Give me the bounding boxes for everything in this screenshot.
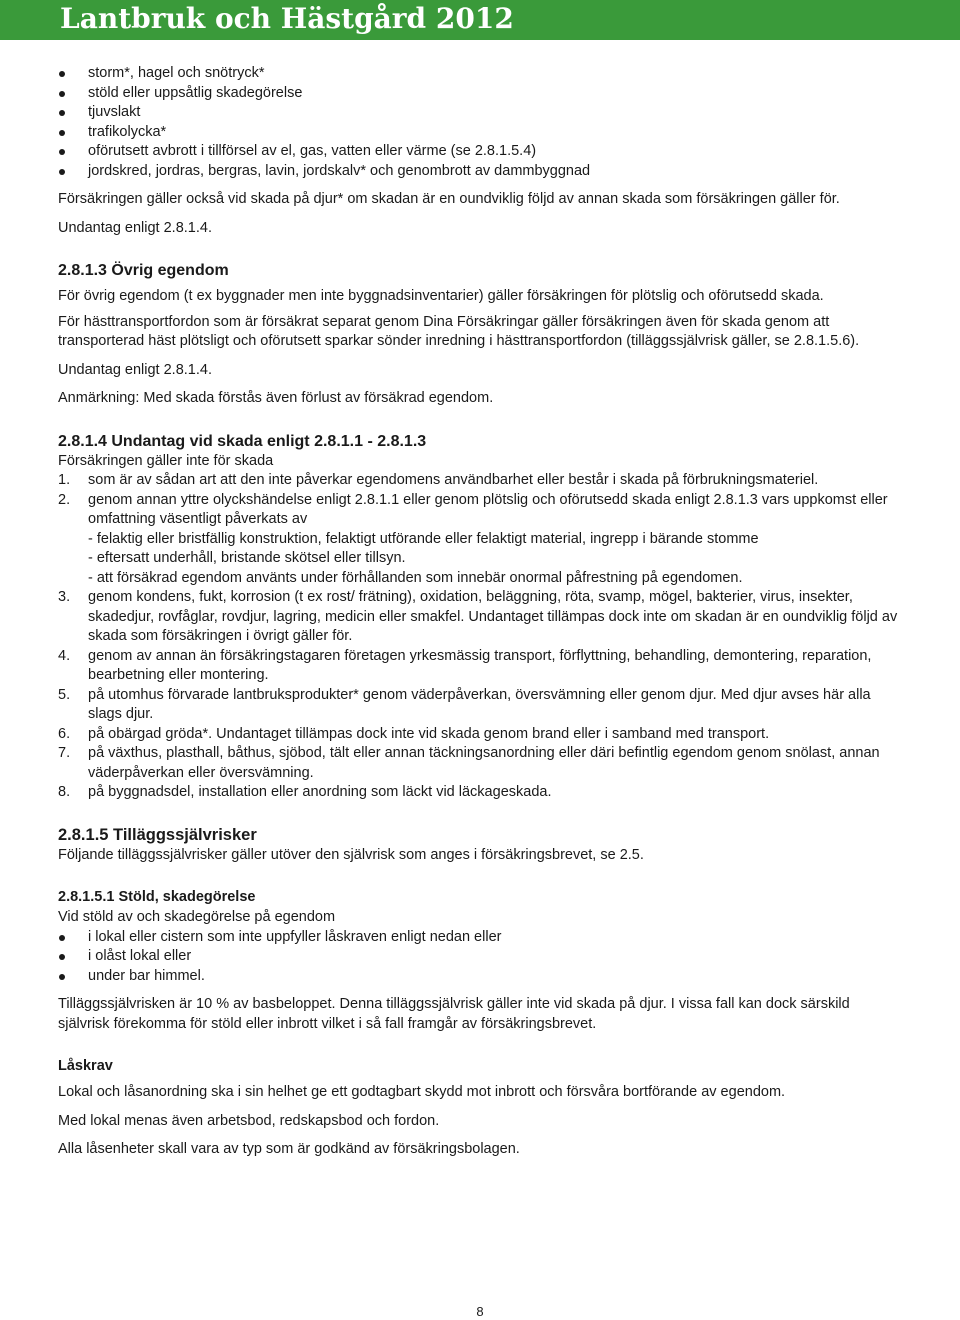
- paragraph: Tilläggssjälvrisken är 10 % av basbeloppet. Denna tilläggssjälvrisk gäller inte vid skada på djur. I vissa fall kan dock särskild självrisk förekomma för stöld eller inbrott vilket i så fall framgår av försäkringsbrevet.: [58, 996, 850, 1032]
- list-item: under bar himmel.: [58, 967, 903, 987]
- header-bar: [0, 0, 960, 40]
- page-number: 8: [476, 1304, 484, 1319]
- list-item: 6. på obärgad gröda*. Undantaget tillämpas dock inte vid skada genom brand eller i samband med transport.: [58, 725, 770, 742]
- list-item: oförutsett avbrott i tillförsel av el, gas, vatten eller värme (se 2.8.1.5.4): [58, 142, 903, 162]
- paragraph: För övrig egendom (t ex byggnader men inte byggnadsinventarier) gäller försäkringen för plötslig och oförutsedd skada.: [58, 288, 824, 304]
- list-item: stöld eller uppsåtlig skadegörelse: [58, 84, 903, 104]
- document-title: Lantbruk och Hästgård 2012: [60, 2, 514, 35]
- theft-bullet-list: [58, 928, 903, 987]
- section-heading-2815: 2.8.1.5 Tilläggssjälvrisker: [58, 825, 257, 844]
- document-body: [58, 64, 903, 1160]
- list-item: 3. genom kondens, fukt, korrosion (t ex rost/ frätning), oxidation, beläggning, röta, svamp, mögel, bakterier, virus, insekter, skadedjur, rovfåglar, rovdjur, lagring, medicin eller smakfel. Undantaget tillämpas dock inte om skadan är en oundviklig följd av skada som försäkringen i övrigt gäller för.: [58, 589, 898, 644]
- paragraph: Med lokal menas även arbetsbod, redskapsbod och fordon.: [58, 1112, 440, 1129]
- paragraph: Följande tilläggssjälvrisker gäller utöver den självrisk som anges i försäkringsbrevet, se 2.5.: [58, 846, 644, 863]
- list-item: storm*, hagel och snötryck*: [58, 64, 903, 84]
- paragraph: Försäkringen gäller också vid skada på djur* om skadan är en oundviklig följd av annan skada som försäkringen gäller för.: [58, 191, 840, 207]
- list-item: i olåst lokal eller: [58, 947, 903, 967]
- intro-bullet-list: [58, 64, 903, 181]
- paragraph: Lokal och låsanordning ska i sin helhet ge ett godtagbart skydd mot inbrott och försvåra bortförande av egendom.: [58, 1084, 786, 1100]
- list-item: 4. genom av annan än försäkringstagaren företagen yrkesmässig transport, förflyttning, behandling, demontering, reparation, bearbetning eller montering.: [58, 647, 872, 683]
- section-heading-laskrav: Låskrav: [58, 1058, 113, 1074]
- section-heading-2813: 2.8.1.3 Övrig egendom: [58, 262, 229, 279]
- list-item: tjuvslakt: [58, 103, 903, 123]
- list-item: jordskred, jordras, bergras, lavin, jordskalv* och genombrott av dammbyggnad: [58, 162, 903, 182]
- paragraph: Alla låsenheter skall vara av typ som är godkänd av försäkringsbolagen.: [58, 1141, 520, 1157]
- list-item: 1. som är av sådan art att den inte påverkar egendomens användbarhet eller består i skada på förbrukningsmateriel.: [58, 472, 819, 488]
- paragraph: Undantag enligt 2.8.1.4.: [58, 361, 212, 378]
- section-heading-2814: 2.8.1.4 Undantag vid skada enligt 2.8.1.1 - 2.8.1.3: [58, 432, 427, 450]
- paragraph: Vid stöld av och skadegörelse på egendom: [58, 909, 336, 925]
- list-item: trafikolycka*: [58, 123, 903, 143]
- list-item: i lokal eller cistern som inte uppfyller låskraven enligt nedan eller: [58, 928, 903, 948]
- list-item: - att försäkrad egendom använts under förhållanden som innebär onormal påfrestning på egendomen.: [88, 569, 743, 586]
- paragraph: Försäkringen gäller inte för skada: [58, 452, 274, 469]
- section-heading-28151: 2.8.1.5.1 Stöld, skadegörelse: [58, 889, 256, 905]
- list-item: 7. på växthus, plasthall, båthus, sjöbod, tält eller annan täckningsanordning eller däri befintlig egendom genom snölast, annan väderpåverkan eller översvämning.: [58, 745, 880, 781]
- paragraph: Anmärkning: Med skada förstås även förlust av försäkrad egendom.: [58, 390, 494, 406]
- list-item: 8. på byggnadsdel, installation eller anordning som läckt vid läckageskada.: [58, 784, 552, 800]
- paragraph: Undantag enligt 2.8.1.4.: [58, 219, 212, 236]
- list-item: - felaktig eller bristfällig konstruktion, felaktigt utförande eller felaktigt material, ingrepp i bärande stomme: [88, 530, 759, 547]
- list-item: - eftersatt underhåll, bristande skötsel eller tillsyn.: [88, 550, 406, 566]
- list-item: 5. på utomhus förvarade lantbruksprodukter* genom väderpåverkan, översvämning eller genom djur. Med djur avses här alla slags djur.: [58, 686, 871, 722]
- paragraph: För hästtransportfordon som är försäkrat separat genom Dina Försäkringar gäller försäkringen även för skada genom att transporterad häst plötsligt och oförutsett sparkar sönder inredning i hästtransportfordon (tilläggssjälvrisk gäller, se 2.8.1.5.6).: [58, 313, 860, 349]
- exceptions-list: [58, 471, 903, 803]
- list-item: 2. genom annan yttre olyckshändelse enligt 2.8.1.1 eller genom plötslig och oförutsedd skada enligt 2.8.1.3 vars uppkomst eller omfattning väsentligt påverkats av: [58, 491, 888, 527]
